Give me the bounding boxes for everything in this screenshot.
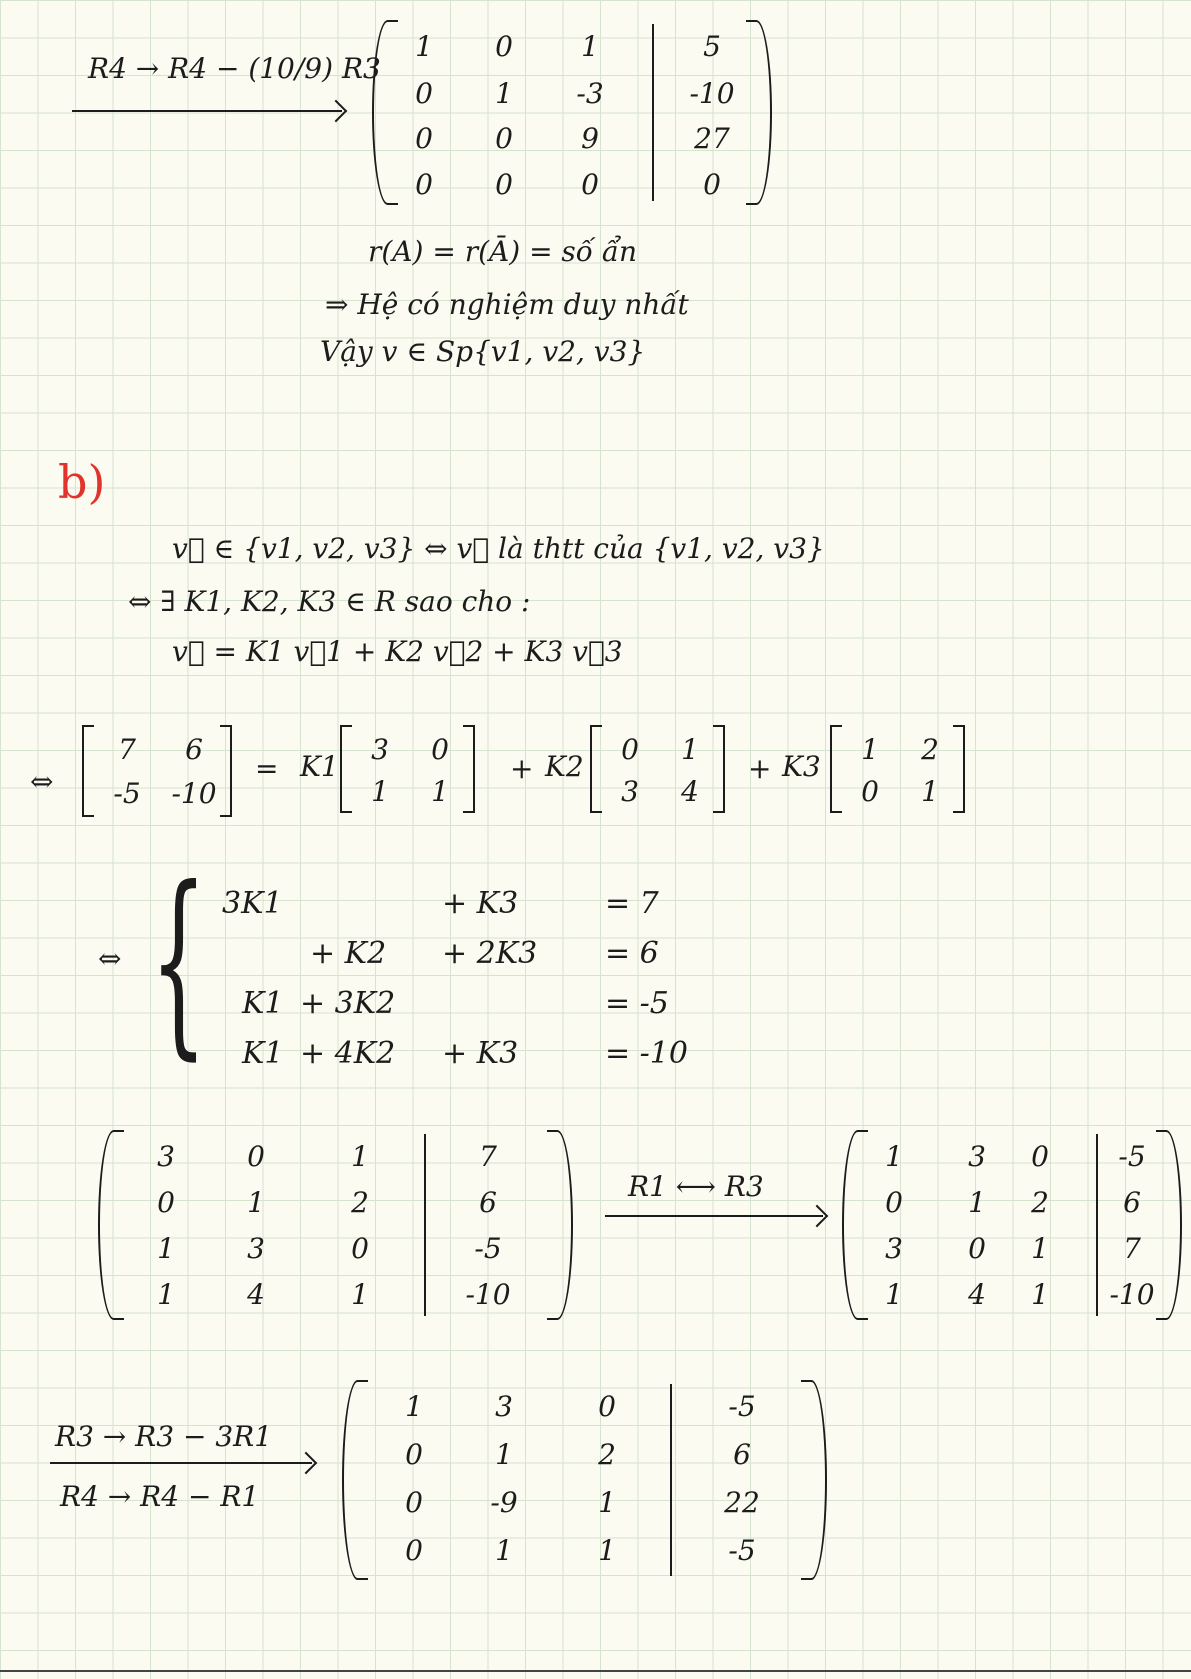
sys-r2-t2: + K2	[310, 936, 387, 971]
cell: 3	[621, 775, 639, 808]
equals-sign: =	[255, 752, 279, 785]
cell: 1	[1031, 1278, 1049, 1311]
cell: 2	[598, 1438, 616, 1471]
cell: 0	[1031, 1140, 1049, 1173]
cell: 22	[724, 1486, 760, 1519]
cell: 0	[861, 775, 879, 808]
sys-r2-rhs: = 6	[605, 936, 659, 971]
sys-r4-t2: + 4K2	[300, 1036, 396, 1071]
sys-r1-t3: + K3	[442, 886, 519, 921]
part-b-label: b)	[58, 455, 106, 509]
cell: 0	[431, 733, 449, 766]
cell: 1	[921, 775, 939, 808]
cell: 1	[431, 775, 449, 808]
cell: -10	[689, 77, 735, 110]
cell: -10	[1109, 1278, 1155, 1311]
cell: 1	[581, 30, 599, 63]
cell: 0	[415, 168, 433, 201]
cell: 1	[885, 1140, 903, 1173]
cell: 0	[581, 168, 599, 201]
cell: -5	[728, 1390, 756, 1423]
b-line-1: v⃗ ∈ {v1, v2, v3} ⇔ v⃗ là thtt của {v1, v2, v3}	[172, 532, 825, 565]
b-line-2: ⇔ ∃ K1, K2, K3 ∈ R sao cho :	[128, 585, 531, 618]
cell: 0	[247, 1140, 265, 1173]
cell: 7	[479, 1140, 497, 1173]
cell: 4	[968, 1278, 986, 1311]
cell: -3	[576, 77, 604, 110]
cell: 3	[495, 1390, 513, 1423]
equiv-symbol: ⇔	[30, 765, 54, 798]
cell: 1	[351, 1278, 369, 1311]
augmented-matrix-top	[372, 20, 772, 205]
cell: -5	[474, 1232, 502, 1265]
conclusion-line: ⇒ Hệ có nghiệm duy nhất	[325, 288, 689, 321]
cell: 1	[247, 1186, 265, 1219]
cell: 1	[495, 77, 513, 110]
augmented-matrix-2	[842, 1130, 1182, 1320]
lhs-matrix	[82, 725, 232, 817]
cell: 1	[495, 1438, 513, 1471]
vay-line: Vậy v ∈ Sp{v1, v2, v3}	[320, 335, 646, 368]
sys-r3-t2: + 3K2	[300, 986, 396, 1021]
cell: -5	[1118, 1140, 1146, 1173]
sys-r3-rhs: = -5	[605, 986, 669, 1021]
arrow-top	[72, 110, 342, 112]
cell: 1	[968, 1186, 986, 1219]
cell: 0	[351, 1232, 369, 1265]
page-bottom-rule	[0, 1670, 1191, 1672]
cell: 1	[861, 733, 879, 766]
cell: -10	[171, 777, 217, 810]
cell: 1	[885, 1278, 903, 1311]
plus-sign: +	[748, 752, 772, 785]
matrix-v2	[590, 725, 725, 813]
cell: 1	[598, 1534, 616, 1567]
cell: 0	[405, 1534, 423, 1567]
augmented-matrix-1	[98, 1130, 573, 1320]
cell: 3	[885, 1232, 903, 1265]
plus-sign: +	[510, 752, 534, 785]
cell: 7	[1123, 1232, 1141, 1265]
matrix-v3	[830, 725, 965, 813]
b-line-3: v⃗ = K1 v⃗1 + K2 v⃗2 + K3 v⃗3	[172, 635, 623, 668]
coef-k2: K2	[545, 750, 584, 783]
augmented-matrix-3	[342, 1380, 827, 1580]
cell: 1	[371, 775, 389, 808]
cell: 0	[968, 1232, 986, 1265]
row-op-r4: R4 → R4 − R1	[60, 1480, 260, 1513]
cell: 9	[581, 122, 599, 155]
cell: 0	[415, 122, 433, 155]
cell: 0	[405, 1486, 423, 1519]
cell: 27	[694, 122, 730, 155]
cell: 1	[681, 733, 699, 766]
cell: 3	[247, 1232, 265, 1265]
cell: -10	[465, 1278, 511, 1311]
cell: 4	[247, 1278, 265, 1311]
arrow-ops	[50, 1462, 312, 1464]
cell: 0	[495, 30, 513, 63]
coef-k3: K3	[782, 750, 821, 783]
row-op-r3: R3 → R3 − 3R1	[55, 1420, 273, 1453]
cell: 3	[157, 1140, 175, 1173]
cell: 1	[598, 1486, 616, 1519]
cell: 1	[405, 1390, 423, 1423]
cell: 0	[495, 122, 513, 155]
cell: 0	[885, 1186, 903, 1219]
cell: 7	[118, 733, 136, 766]
row-op-top: R4 → R4 − (10/9) R3	[88, 52, 381, 85]
cell: 6	[185, 733, 203, 766]
cell: 0	[621, 733, 639, 766]
cell: 2	[351, 1186, 369, 1219]
sys-r3-t1: K1	[242, 986, 284, 1021]
sys-r1-t1: 3K1	[222, 886, 283, 921]
sys-r4-t1: K1	[242, 1036, 284, 1071]
arrow-swap	[605, 1215, 823, 1217]
cell: 4	[681, 775, 699, 808]
cell: -5	[728, 1534, 756, 1567]
cell: 1	[1031, 1232, 1049, 1265]
cell: 0	[495, 168, 513, 201]
cell: 3	[371, 733, 389, 766]
coef-k1: K1	[300, 750, 339, 783]
cell: 0	[405, 1438, 423, 1471]
equiv-symbol: ⇔	[98, 942, 122, 975]
cell: 6	[1123, 1186, 1141, 1219]
cell: 2	[921, 733, 939, 766]
row-op-swap: R1 ⟷ R3	[628, 1170, 764, 1203]
cell: 1	[351, 1140, 369, 1173]
cell: 1	[415, 30, 433, 63]
cell: -5	[113, 777, 141, 810]
cell: 1	[157, 1278, 175, 1311]
cell: 1	[495, 1534, 513, 1567]
cell: 6	[733, 1438, 751, 1471]
cell: 0	[598, 1390, 616, 1423]
cell: 2	[1031, 1186, 1049, 1219]
sys-r1-rhs: = 7	[605, 886, 659, 921]
cell: 0	[703, 168, 721, 201]
sys-r4-rhs: = -10	[605, 1036, 688, 1071]
cell: 5	[703, 30, 721, 63]
cell: 0	[157, 1186, 175, 1219]
matrix-v1	[340, 725, 475, 813]
rank-line: r(A) = r(Ā) = số ẩn	[368, 235, 638, 268]
sys-r4-t3: + K3	[442, 1036, 519, 1071]
cell: 0	[415, 77, 433, 110]
cell: 6	[479, 1186, 497, 1219]
sys-r2-t3: + 2K3	[442, 936, 538, 971]
cell: 1	[157, 1232, 175, 1265]
cell: -9	[490, 1486, 518, 1519]
system-brace: {	[150, 845, 208, 1078]
cell: 3	[968, 1140, 986, 1173]
